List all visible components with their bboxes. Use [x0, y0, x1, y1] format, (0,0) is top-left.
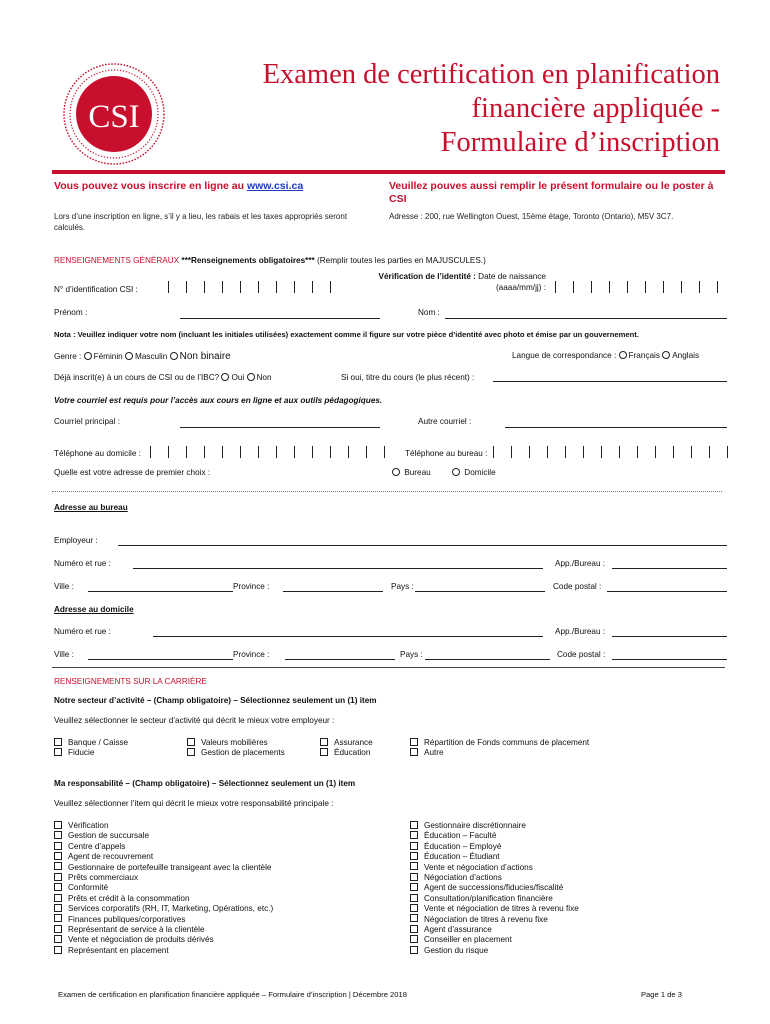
sector-option[interactable]: Fiducie — [54, 748, 128, 758]
home-city-field[interactable] — [88, 659, 233, 660]
home-address-heading: Adresse au domicile — [54, 605, 134, 614]
checkbox-icon[interactable] — [54, 748, 62, 756]
checkbox-icon[interactable] — [410, 925, 418, 933]
checkbox-icon[interactable] — [410, 873, 418, 881]
page-number: Page 1 de 3 — [641, 990, 682, 999]
responsibility-option[interactable]: Gestion de succursale — [54, 831, 273, 841]
employer-field[interactable] — [118, 545, 727, 546]
mail-title: Veuillez pouves aussi remplir le présent formulaire ou le poster à CSI — [389, 180, 714, 205]
course-title-field[interactable] — [493, 381, 727, 382]
sector-column-1 — [54, 738, 128, 759]
checkbox-icon[interactable] — [54, 852, 62, 860]
footer-text: Examen de certification en planification financière appliquée – Formulaire d’inscription | Décembre 2018 — [58, 990, 407, 999]
sector-column-3 — [320, 738, 373, 759]
home-apt-label: App./Bureau : — [555, 627, 606, 636]
responsibility-option[interactable]: Finances publiques/corporatives — [54, 915, 273, 925]
checkbox-icon[interactable] — [54, 821, 62, 829]
checkbox-icon[interactable] — [187, 748, 195, 756]
other-email-label: Autre courriel : — [418, 417, 472, 426]
responsibility-option[interactable]: Gestion du risque — [410, 946, 579, 956]
responsibility-option[interactable]: Centre d’appels — [54, 842, 273, 852]
checkbox-icon[interactable] — [54, 914, 62, 922]
header-divider — [52, 170, 725, 174]
checkbox-icon[interactable] — [410, 883, 418, 891]
office-country-field[interactable] — [415, 591, 545, 592]
checkbox-icon[interactable] — [410, 852, 418, 860]
preferred-office-option: Bureau — [392, 468, 431, 477]
sector-title: Notre secteur d’activité – (Champ obligatoire) – Sélectionnez seulement un (1) item — [54, 696, 377, 705]
email-field[interactable] — [180, 427, 380, 428]
preferred-office-radio[interactable] — [392, 468, 400, 476]
sector-option[interactable]: Répartition de Fonds communs de placement — [410, 738, 589, 748]
responsibility-instruction: Veuillez sélectionner l’item qui décrit le mieux votre responsabilité principale : — [54, 799, 334, 808]
sector-option[interactable]: Éducation — [320, 748, 373, 758]
home-province-label: Province : — [233, 650, 270, 659]
checkbox-icon[interactable] — [54, 935, 62, 943]
checkbox-icon[interactable] — [410, 894, 418, 902]
home-street-field[interactable] — [153, 636, 543, 637]
gender-masculine-radio[interactable] — [125, 352, 133, 360]
svg-text:CSI: CSI — [88, 99, 140, 135]
sector-option[interactable]: Banque / Caisse — [54, 738, 128, 748]
career-heading: RENSEIGNEMENTS SUR LA CARRIÈRE — [54, 677, 207, 686]
preferred-home-radio[interactable] — [452, 468, 460, 476]
responsibility-column-2 — [410, 821, 579, 956]
previous-no-radio[interactable] — [247, 373, 255, 381]
home-street-label: Numéro et rue : — [54, 627, 111, 636]
office-apt-field[interactable] — [612, 568, 727, 569]
identity-label: Vérification de l’identité : Date de naissance (aaaa/mm/jj) : — [378, 272, 546, 292]
page-title: Examen de certification en planification financière appliquée - Formulaire d’inscription — [262, 59, 720, 158]
responsibility-option[interactable]: Agent de recouvrement — [54, 852, 273, 862]
home-apt-field[interactable] — [612, 636, 727, 637]
home-phone-field[interactable] — [150, 446, 385, 458]
email-note: Votre courriel est requis pour l’accès aux cours en ligne et aux outils pédagogiques. — [54, 396, 383, 405]
checkbox-icon[interactable] — [320, 748, 328, 756]
responsibility-option[interactable]: Vente et négociation de produits dérivés — [54, 935, 273, 945]
language-group: Langue de correspondance : Français Anglais — [512, 351, 700, 360]
preferred-address-label: Quelle est votre adresse de premier choix : — [54, 468, 211, 477]
csi-id-field[interactable] — [168, 281, 331, 293]
first-name-label: Prénom : — [54, 308, 88, 317]
responsibility-option[interactable]: Consultation/planification financière — [410, 894, 579, 904]
home-city-label: Ville : — [54, 650, 74, 659]
checkbox-icon[interactable] — [54, 946, 62, 954]
preferred-home-option: Domicile — [452, 468, 496, 477]
mail-address: Adresse : 200, rue Wellington Ouest, 15ème étage, Toronto (Ontario), M5V 3C7. — [389, 212, 674, 221]
responsibility-option[interactable]: Prêts commerciaux — [54, 873, 273, 883]
online-note: Lors d’une inscription en ligne, s’il y a lieu, les rabais et les taxes appropriés seront calculés. — [54, 212, 348, 232]
sector-option[interactable]: Valeurs mobilières — [187, 738, 285, 748]
responsibility-option[interactable]: Conformité — [54, 883, 273, 893]
responsibility-option[interactable]: Négociation d’actions — [410, 873, 579, 883]
checkbox-icon[interactable] — [410, 862, 418, 870]
checkbox-icon[interactable] — [54, 862, 62, 870]
checkbox-icon[interactable] — [320, 738, 328, 746]
language-english-radio[interactable] — [662, 351, 670, 359]
home-country-label: Pays : — [400, 650, 423, 659]
birthdate-field[interactable] — [555, 281, 718, 293]
responsibility-option[interactable]: Gestionnaire discrétionnaire — [410, 821, 579, 831]
home-postal-label: Code postal : — [557, 650, 606, 659]
home-phone-label: Téléphone au domicile : — [54, 449, 141, 458]
last-name-label: Nom : — [418, 308, 440, 317]
work-phone-field[interactable] — [493, 446, 728, 458]
responsibility-option[interactable]: Prêts et crédit à la consommation — [54, 894, 273, 904]
home-province-field[interactable] — [285, 659, 395, 660]
office-country-label: Pays : — [391, 582, 414, 591]
gender-feminine-radio[interactable] — [84, 352, 92, 360]
sector-column-4 — [410, 738, 589, 759]
office-postal-field[interactable] — [607, 591, 727, 592]
checkbox-icon[interactable] — [410, 748, 418, 756]
sector-option[interactable]: Assurance — [320, 738, 373, 748]
responsibility-option[interactable]: Conseiller en placement — [410, 935, 579, 945]
checkbox-icon[interactable] — [54, 925, 62, 933]
gender-group: Genre : Féminin Masculin Non binaire — [54, 351, 231, 362]
section-divider — [52, 491, 722, 492]
responsibility-title: Ma responsabilité – (Champ obligatoire) – Sélectionnez seulement un (1) item — [54, 779, 356, 788]
sector-column-2 — [187, 738, 285, 759]
work-phone-label: Téléphone au bureau : — [405, 449, 488, 458]
csi-id-label: N° d’identification CSI : — [54, 285, 138, 294]
csi-logo — [60, 60, 168, 168]
responsibility-option[interactable]: Éducation – Étudiant — [410, 852, 579, 862]
name-note: Nota : Veuillez indiquer votre nom (incluant les initiales utilisées) exactement comme il figure sur votre pièce d’identité avec photo et émise par un gouvernement. — [54, 330, 639, 339]
other-email-field[interactable] — [505, 427, 727, 428]
home-postal-field[interactable] — [612, 659, 727, 660]
checkbox-icon[interactable] — [54, 842, 62, 850]
checkbox-icon[interactable] — [410, 738, 418, 746]
language-french-radio[interactable] — [619, 351, 627, 359]
checkbox-icon[interactable] — [410, 842, 418, 850]
previous-course-group: Déjà inscrit(e) à un cours de CSI ou de l’IBC? Oui Non — [54, 373, 272, 382]
responsibility-option[interactable]: Vente et négociation d’actions — [410, 863, 579, 873]
checkbox-icon[interactable] — [410, 914, 418, 922]
office-province-field[interactable] — [283, 591, 383, 592]
sector-option[interactable]: Autre — [410, 748, 589, 758]
checkbox-icon[interactable] — [54, 831, 62, 839]
gender-nonbinary-radio[interactable] — [170, 352, 178, 360]
office-street-label: Numéro et rue : — [54, 559, 111, 568]
responsibility-option[interactable]: Représentant de service à la clientèle — [54, 925, 273, 935]
responsibility-option[interactable]: Agent de successions/fiducies/fiscalité — [410, 883, 579, 893]
checkbox-icon[interactable] — [54, 738, 62, 746]
csi-website-link[interactable]: www.csi.ca — [246, 180, 304, 192]
employer-label: Employeur : — [54, 536, 98, 545]
responsibility-option[interactable]: Vente et négociation de titres à revenu fixe — [410, 904, 579, 914]
sector-instruction: Veuillez sélectionner le secteur d’activité qui décrit le mieux votre employeur : — [54, 716, 335, 725]
previous-yes-radio[interactable] — [221, 373, 229, 381]
responsibility-option[interactable]: Éducation – Employé — [410, 842, 579, 852]
general-heading: RENSEIGNEMENTS GÉNÉRAUX ***Renseignements obligatoires*** (Remplir toutes les parties en MAJUSCULES.) — [54, 256, 486, 265]
office-city-label: Ville : — [54, 582, 74, 591]
checkbox-icon[interactable] — [54, 904, 62, 912]
online-registration-text: Vous pouvez vous inscrire en ligne au www.csi.ca — [54, 180, 304, 192]
office-street-field[interactable] — [133, 568, 543, 569]
email-label: Courriel principal : — [54, 417, 120, 426]
checkbox-icon[interactable] — [187, 738, 195, 746]
responsibility-column-1 — [54, 821, 273, 956]
responsibility-option[interactable]: Agent d’assurance — [410, 925, 579, 935]
checkbox-icon[interactable] — [54, 883, 62, 891]
responsibility-option[interactable]: Éducation – Faculté — [410, 831, 579, 841]
responsibility-option[interactable]: Services corporatifs (RH, IT, Marketing, Opérations, etc.) — [54, 904, 273, 914]
responsibility-option[interactable]: Négociation de titres à revenu fixe — [410, 915, 579, 925]
checkbox-icon[interactable] — [410, 946, 418, 954]
career-divider — [52, 667, 725, 668]
sector-option[interactable]: Gestion de placements — [187, 748, 285, 758]
home-country-field[interactable] — [425, 659, 550, 660]
first-name-field[interactable] — [180, 318, 380, 319]
last-name-field[interactable] — [445, 318, 727, 319]
responsibility-option[interactable]: Gestionnaire de portefeuille transigeant avec la clientèle — [54, 863, 273, 873]
responsibility-option[interactable]: Vérification — [54, 821, 273, 831]
checkbox-icon[interactable] — [410, 904, 418, 912]
office-province-label: Province : — [233, 582, 270, 591]
office-city-field[interactable] — [88, 591, 233, 592]
checkbox-icon[interactable] — [410, 935, 418, 943]
office-address-heading: Adresse au bureau — [54, 503, 128, 512]
course-title-label: Si oui, titre du cours (le plus récent) : — [341, 373, 475, 382]
office-postal-label: Code postal : — [553, 582, 602, 591]
office-apt-label: App./Bureau : — [555, 559, 606, 568]
checkbox-icon[interactable] — [410, 821, 418, 829]
checkbox-icon[interactable] — [410, 831, 418, 839]
checkbox-icon[interactable] — [54, 894, 62, 902]
checkbox-icon[interactable] — [54, 873, 62, 881]
responsibility-option[interactable]: Représentant en placement — [54, 946, 273, 956]
